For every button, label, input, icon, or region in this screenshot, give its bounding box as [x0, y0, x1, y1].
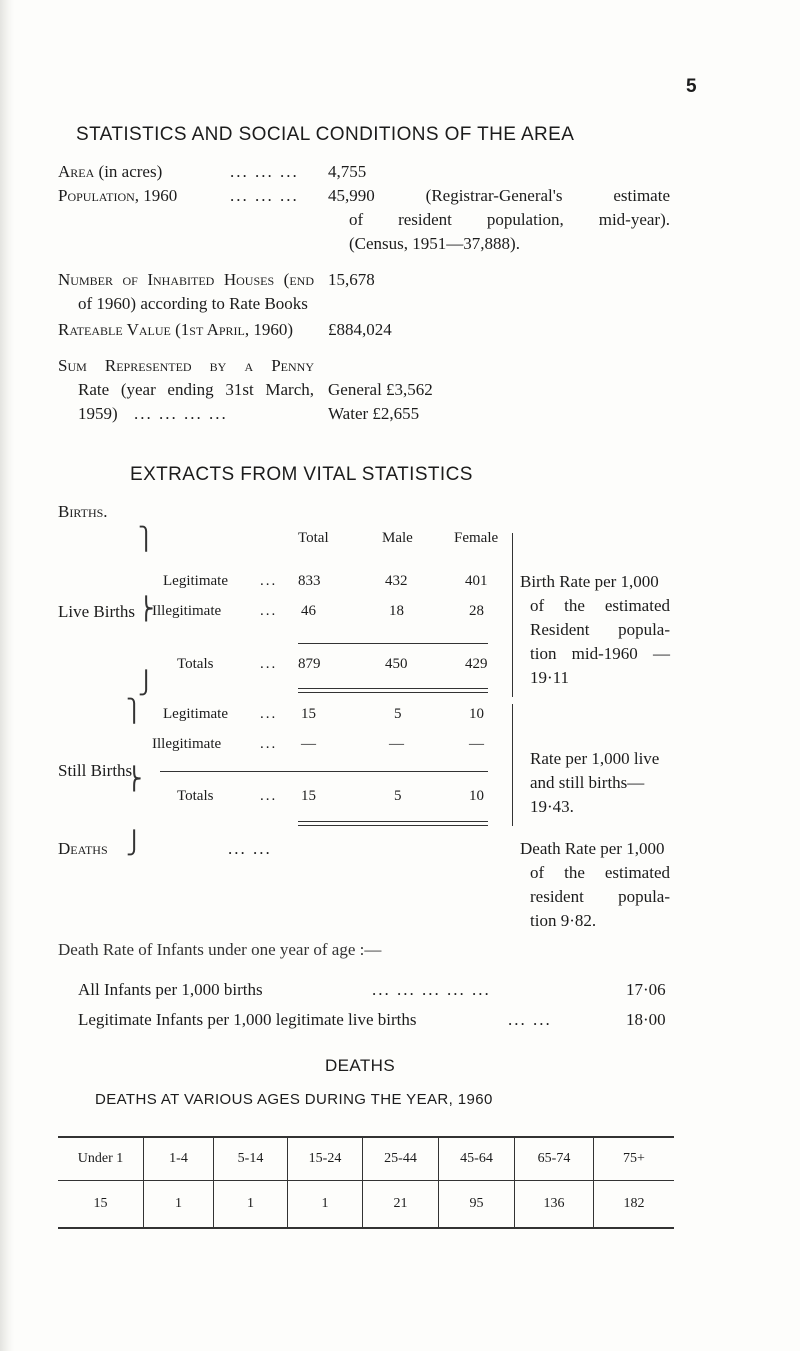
penny-label-line-3: 1959)	[78, 404, 118, 423]
birth-rate-line-3: Resident popula-	[530, 620, 670, 639]
death-count-cell: 15	[58, 1181, 144, 1229]
infant-legitimate-dots: ... ...	[508, 1010, 552, 1029]
population-value-line-2: of resident population, mid-year).	[349, 210, 670, 229]
still-rate-bracket	[512, 704, 513, 826]
houses-value: 15,678	[328, 270, 375, 289]
area-label-block	[58, 160, 162, 184]
age-group-header: 5-14	[214, 1137, 288, 1181]
deaths-dots: ... ...	[228, 839, 272, 858]
live-births-label: Live Births	[58, 602, 135, 621]
still-legitimate-dots: ...	[260, 706, 278, 722]
death-count-cell: 136	[515, 1181, 594, 1229]
death-rate-line-1: Death Rate per 1,000	[520, 839, 665, 858]
still-births-brace-mid: ⎬	[126, 766, 143, 791]
area-dots: ... ... ...	[230, 162, 299, 181]
deaths-subtitle: DEATHS AT VARIOUS AGES DURING THE YEAR, 1960	[95, 1091, 493, 1108]
still-rate-line-2: and still births—	[530, 773, 645, 792]
penny-dots: ... ... ... ...	[134, 404, 228, 423]
live-legitimate-label: Legitimate	[163, 573, 228, 589]
penny-label-line-2: Rate (year ending 31st March,	[78, 380, 314, 399]
live-totals-total: 879	[298, 656, 321, 672]
live-legitimate-dots: ...	[260, 573, 278, 589]
age-group-header: 15-24	[288, 1137, 363, 1181]
penny-water: Water £2,655	[328, 404, 420, 423]
live-births-brace-bottom: ⎭	[138, 670, 155, 695]
age-group-row	[58, 1137, 674, 1181]
births-heading: Births.	[58, 502, 108, 521]
area-label: Area	[58, 162, 95, 181]
penny-label-line-1: Sum Represented by a Penny	[58, 356, 314, 375]
still-totals-label: Totals	[177, 788, 214, 804]
infant-legitimate-label: Legitimate Infants per 1,000 legitimate live births	[78, 1010, 417, 1029]
live-totals-male: 450	[385, 656, 408, 672]
still-totals-total: 15	[301, 788, 316, 804]
still-illegitimate-label: Illegitimate	[152, 736, 222, 752]
live-illegitimate-female: 28	[469, 603, 484, 619]
birth-rate-value: 19·11	[530, 668, 570, 687]
still-illegitimate-total: —	[301, 736, 316, 752]
live-totals-label: Totals	[177, 656, 214, 672]
live-subtotal-rule	[298, 643, 488, 644]
birth-rate-line-4: tion mid-1960 —	[530, 644, 670, 663]
age-group-header: 75+	[594, 1137, 675, 1181]
death-count-cell: 1	[288, 1181, 363, 1229]
rateable-label: Rateable Value (1st April, 1960)	[58, 320, 294, 339]
birth-rate-line-1: Birth Rate per 1,000	[520, 572, 659, 591]
rateable-value: £884,024	[328, 320, 392, 339]
live-illegitimate-dots: ...	[260, 603, 278, 619]
still-legitimate-label: Legitimate	[163, 706, 228, 722]
still-births-brace-top: ⎫	[126, 698, 143, 723]
age-group-header: 65-74	[515, 1137, 594, 1181]
live-births-brace-top: ⎫	[138, 526, 155, 551]
age-group-header: Under 1	[58, 1137, 144, 1181]
deaths-title: DEATHS	[325, 1056, 396, 1075]
still-rate-line-1: Rate per 1,000 live	[530, 749, 660, 768]
page-title: STATISTICS AND SOCIAL CONDITIONS OF THE AREA	[76, 124, 575, 145]
houses-label-line-2: of 1960) according to Rate Books	[78, 294, 308, 313]
population-label: Population, 1960	[58, 186, 178, 205]
infant-all-label: All Infants per 1,000 births	[78, 980, 263, 999]
still-illegitimate-male: —	[389, 736, 404, 752]
death-count-cell: 95	[439, 1181, 515, 1229]
penny-general: General £3,562	[328, 380, 433, 399]
live-legitimate-male: 432	[385, 573, 408, 589]
still-legitimate-female: 10	[469, 706, 484, 722]
col-female-header: Female	[454, 530, 499, 546]
still-illegitimate-female: —	[469, 736, 484, 752]
area-label-note: (in acres)	[98, 162, 163, 181]
live-births-brace-mid: ⎬	[138, 596, 155, 621]
death-count-row	[58, 1181, 674, 1229]
still-totals-male: 5	[394, 788, 402, 804]
still-illegitimate-dots: ...	[260, 736, 278, 752]
still-rate-value: 19·43.	[530, 797, 574, 816]
death-count-cell: 1	[144, 1181, 214, 1229]
page-number: 5	[686, 76, 697, 97]
still-totals-female: 10	[469, 788, 484, 804]
houses-label-line-1: Number of Inhabited Houses (end	[58, 270, 314, 289]
death-count-cell: 1	[214, 1181, 288, 1229]
birth-rate-bracket	[512, 533, 513, 697]
age-group-header: 1-4	[144, 1137, 214, 1181]
still-births-brace-bottom: ⎭	[126, 830, 143, 855]
still-births-label: Still Births	[58, 761, 133, 780]
vital-statistics-title: EXTRACTS FROM VITAL STATISTICS	[130, 464, 473, 485]
area-value: 4,755	[328, 162, 367, 181]
live-totals-dots: ...	[260, 656, 278, 672]
death-rate-value: tion 9·82.	[530, 911, 597, 930]
scan-edge-shadow	[0, 0, 14, 1351]
live-illegitimate-total: 46	[301, 603, 316, 619]
col-male-header: Male	[382, 530, 413, 546]
death-count-cell: 182	[594, 1181, 675, 1229]
age-group-header: 45-64	[439, 1137, 515, 1181]
death-count-cell: 21	[363, 1181, 439, 1229]
still-legitimate-male: 5	[394, 706, 402, 722]
deaths-heading: Deaths	[58, 839, 108, 858]
birth-rate-line-2: of the estimated	[530, 596, 670, 615]
death-rate-line-3: resident popula-	[530, 887, 670, 906]
death-rate-line-2: of the estimated	[530, 863, 670, 882]
age-group-header: 25-44	[363, 1137, 439, 1181]
still-totals-double-rule	[298, 821, 488, 826]
live-totals-double-rule	[298, 688, 488, 693]
population-value-line-1: 45,990 (Registrar-General's estimate	[328, 186, 670, 205]
infant-all-dots: ... ... ... ... ...	[372, 980, 491, 999]
col-total-header: Total	[298, 530, 329, 546]
infant-all-value: 17·06	[626, 980, 666, 999]
live-illegitimate-male: 18	[389, 603, 404, 619]
live-totals-female: 429	[465, 656, 488, 672]
still-legitimate-total: 15	[301, 706, 316, 722]
still-subtotal-rule	[160, 771, 488, 772]
infant-intro: Death Rate of Infants under one year of age :—	[58, 940, 382, 959]
live-legitimate-total: 833	[298, 573, 321, 589]
deaths-by-age-table	[58, 1136, 674, 1229]
still-totals-dots: ...	[260, 788, 278, 804]
live-illegitimate-label: Illegitimate	[152, 603, 222, 619]
population-value-line-3: (Census, 1951—37,888).	[349, 234, 520, 253]
population-dots: ... ... ...	[230, 186, 299, 205]
infant-legitimate-value: 18·00	[626, 1010, 666, 1029]
live-legitimate-female: 401	[465, 573, 488, 589]
